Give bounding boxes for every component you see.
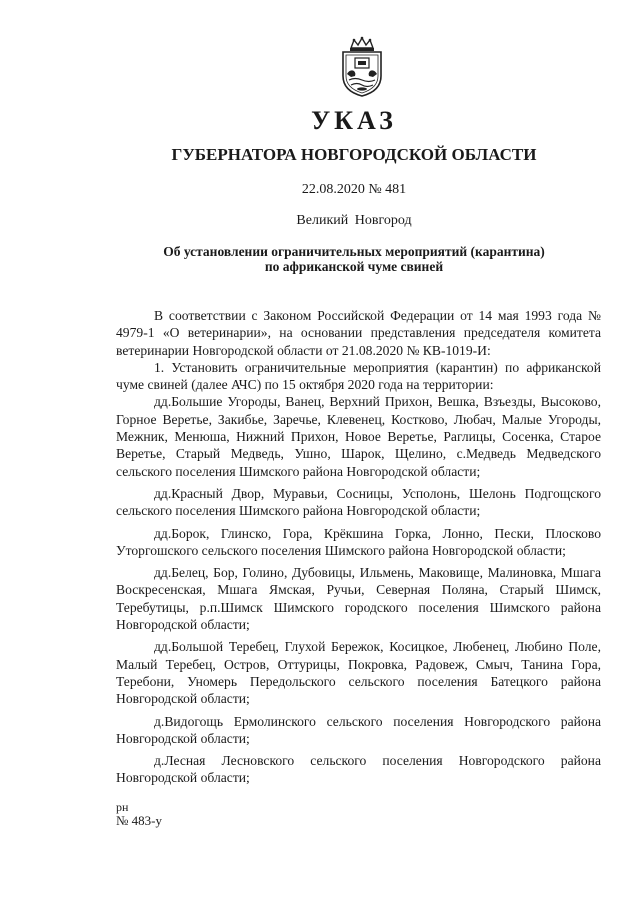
paragraph: дд.Большие Угороды, Ванец, Верхний Прихон, Вешка, Взъезды, Высоково, Горное Веретье, Закибье, Заречье, Клевенец, Костково, Любач, Малые Угороды, Межник, Менюша, Нижний Прихон, Новое Веретье, Раглицы, Сосенка, Старое Веретье, Старый Медведь, Ушно, Шарок, Щелино, с.Медведь Медведского сельского поселения Шимского района Новгородской области; [116,394,601,479]
decree-heading [34,244,640,274]
document-title: УКАЗ [311,106,397,135]
paragraph: д.Лесная Лесновского сельского поселения Новгородского района Новгородской области; [116,753,601,786]
paragraph: дд.Большой Теребец, Глухой Бережок, Косицкое, Любенец, Любино Поле, Малый Теребец, Остров, Оттурицы, Покровка, Радовеж, Смыч, Танина Гора, Теребони, Уномерь Передольского сельского поселения Батецкого района Новгородской области; [116,639,601,707]
paragraph: дд.Красный Двор, Муравьи, Сосницы, Усполонь, Шелонь Подгощского сельского поселения Шимского района Новгородской области; [116,485,601,519]
paragraph: В соответствии с Законом Российской Федерации от 14 мая 1993 года № 4979-1 «О ветеринарии», на основании представления председателя комитета ветеринарии Новгородской области от 21.08.2020 № КВ-1019-И: [116,308,601,358]
decree-heading-line: по африканской чуме свиней [264,259,444,274]
paragraph: д.Видогощь Ермолинского сельского поселения Новгородского района Новгородской области; [116,713,601,746]
paragraph: дд.Борок, Глинско, Гора, Крёкшина Горка, Лонно, Пески, Плосково Уторгошского сельского поселения Шимского района Новгородской области; [116,525,601,558]
paragraph: 1. Установить ограничительные мероприятия (карантин) по африканской чуме свиней (далее АЧС) по 15 октября 2020 года на территории: [116,359,601,393]
decree-body [116,307,601,792]
date-number-line: 22.08.2020 № 481 [301,182,407,197]
novgorod-coat-of-arms-icon [337,36,387,98]
document-subtitle: ГУБЕРНАТОРА НОВГОРОДСКОЙ ОБЛАСТИ [171,145,537,164]
executor-initials: рн [116,800,129,814]
issue-place: Великий Новгород [296,213,412,228]
paragraph: дд.Белец, Бор, Голино, Дубовицы, Ильмень, Маковище, Малиновка, Мшага Воскресенская, Мшага Ямская, Ручьи, Северная Поляна, Старый Шимск, Теребутицы, р.п.Шимск Шимского городского поселения Шимского района Новгородской области; [116,565,601,633]
decree-heading-line: Об установлении ограничительных мероприятий (карантина) [163,244,545,259]
registration-number: № 483-у [116,813,162,828]
document-footer [116,800,162,828]
